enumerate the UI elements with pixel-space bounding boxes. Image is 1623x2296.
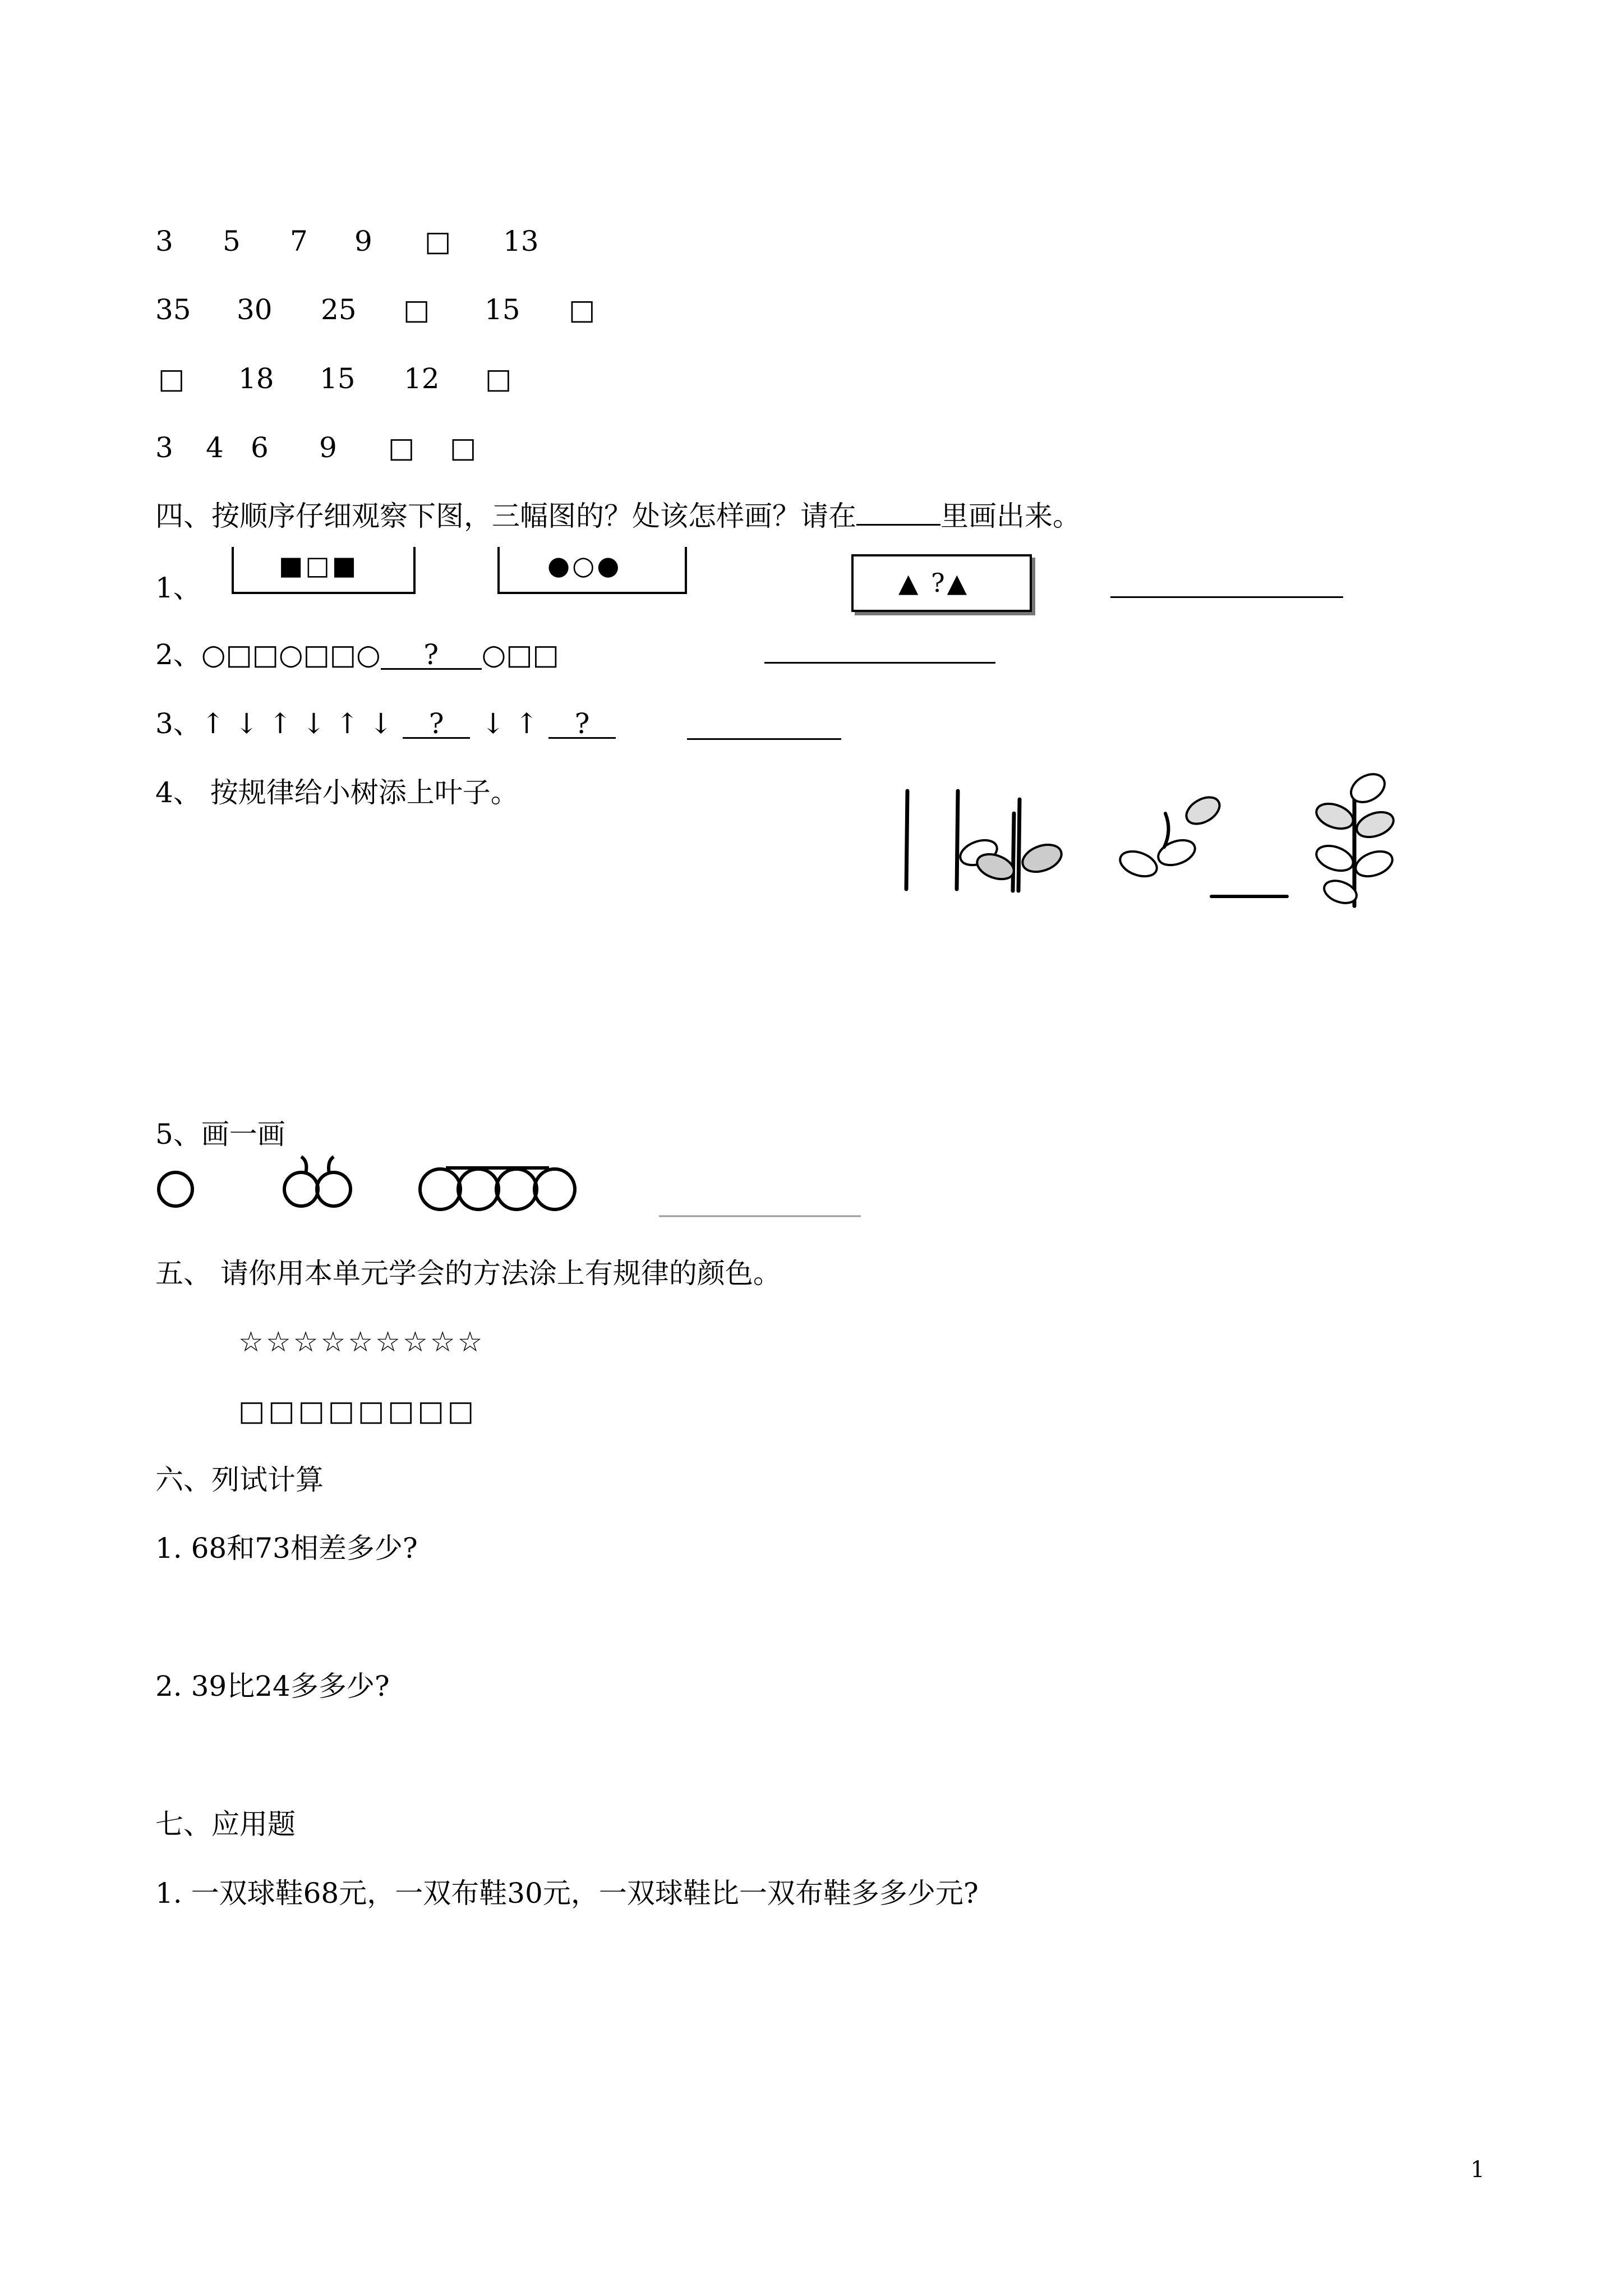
q3-label: 3、 <box>155 707 201 740</box>
tree-4-leaf <box>1182 792 1224 830</box>
seq-item: □ <box>569 293 596 326</box>
section7-question-1: 1. 一双球鞋68元，一双布鞋30元，一双球鞋比一双布鞋多多少元? <box>155 1877 979 1910</box>
circle-group-3 <box>534 1169 575 1209</box>
section6-heading: 六、列试计算 <box>155 1464 324 1496</box>
page-number: 1 <box>1470 2157 1485 2183</box>
q1-figure-3-symbols: ▲ ?▲ <box>898 568 970 598</box>
q3-line <box>155 707 616 740</box>
section4-heading-part2: 里画出来。 <box>940 500 1081 532</box>
answer-blank-sample <box>856 499 940 526</box>
circle-group-2 <box>284 1172 318 1206</box>
q1-figure-1-symbols: ■□■ <box>279 550 359 581</box>
seq-item: 18 <box>238 362 274 395</box>
seq-item: 9 <box>354 225 372 257</box>
seq-item: 5 <box>223 225 241 257</box>
seq-item: 4 <box>206 431 224 464</box>
seq-item: 3 <box>155 225 173 257</box>
sequence-row-3 <box>158 362 511 395</box>
tree-4-trunk <box>1013 813 1014 891</box>
q1-answer-line[interactable] <box>1110 596 1343 598</box>
section6-question-1: 1. 68和73相差多少? <box>155 1532 418 1565</box>
q3-question-mark-2: ? <box>574 707 590 740</box>
circle-group-3 <box>496 1169 537 1209</box>
q2-question-mark: ? <box>423 638 439 671</box>
q3-arrows-a: ↑↓↑↓↑↓ <box>201 707 403 740</box>
tree-1-trunk <box>906 791 907 889</box>
q2-line <box>155 638 559 671</box>
q2-sequence-b: ○□□ <box>481 638 559 671</box>
circle-group-3 <box>458 1169 499 1209</box>
circle-group-1 <box>159 1172 192 1206</box>
sequence-row-4 <box>155 431 476 464</box>
circle-group-2-stem <box>301 1157 334 1174</box>
circles-pattern <box>154 1156 872 1223</box>
tree-growth-pattern <box>892 769 1413 914</box>
seq-item: □ <box>403 293 430 326</box>
seq-item: □ <box>450 431 477 464</box>
section4-heading-part1: 四、按顺序仔细观察下图，三幅图的？处该怎样画？请在 <box>155 500 856 532</box>
q4-text: 4、 按规律给小树添上叶子。 <box>155 776 519 809</box>
section4-heading <box>155 499 1081 533</box>
q2-answer-line[interactable] <box>764 662 995 664</box>
seq-item: 3 <box>155 431 173 464</box>
q2-sequence-a: ○□□○□□○ <box>201 638 381 671</box>
sequence-row-2 <box>155 293 595 326</box>
seq-item: □ <box>485 362 512 395</box>
seq-item: 7 <box>290 225 308 257</box>
tree-4-leaf <box>1117 847 1160 881</box>
seq-item: 6 <box>251 431 269 464</box>
seq-item: □ <box>158 362 185 395</box>
q5-text: 5、画一画 <box>155 1118 285 1151</box>
section5-heading: 五、 请你用本单元学会的方法涂上有规律的颜色。 <box>155 1257 781 1290</box>
circle-group-3 <box>420 1169 460 1209</box>
tree-6-leaf <box>1352 847 1396 881</box>
sequence-row-1 <box>155 224 539 258</box>
section6-question-2: 2. 39比24多多少? <box>155 1670 390 1703</box>
seq-item: 35 <box>155 293 191 326</box>
seq-item: 25 <box>321 293 357 326</box>
seq-item: 9 <box>319 431 337 464</box>
seq-item: 15 <box>485 293 520 326</box>
q1-figure-2-symbols: ●○● <box>547 550 622 581</box>
seq-item: 15 <box>320 362 356 395</box>
seq-item: 30 <box>237 293 273 326</box>
q2-label: 2、 <box>155 638 201 671</box>
q2-blank <box>381 638 482 671</box>
q3-blank-2 <box>548 707 616 740</box>
q3-blank-1 <box>403 707 470 740</box>
q3-arrows-b: ↓↑ <box>481 707 548 740</box>
seq-item: □ <box>388 431 415 464</box>
circle-group-2 <box>317 1172 351 1206</box>
q3-question-mark-1: ? <box>428 707 444 740</box>
section7-heading: 七、应用题 <box>155 1808 296 1841</box>
tree-3-trunk <box>1018 799 1020 891</box>
seq-item: 12 <box>404 362 440 395</box>
squares-row[interactable]: □□□□□□□□ <box>238 1395 477 1427</box>
tree-4-branch <box>1164 813 1169 847</box>
q1-figure-2 <box>497 547 687 594</box>
tree-6-leaf <box>1313 799 1357 834</box>
q1-figure-1 <box>232 547 416 594</box>
tree-3-leaf <box>1019 840 1066 877</box>
q1-label: 1、 <box>155 572 201 604</box>
tree-4-leaf <box>1155 836 1198 870</box>
tree-6-leaf <box>1353 808 1397 842</box>
tree-6-leaf <box>1313 841 1357 876</box>
seq-item: 13 <box>503 225 539 257</box>
q3-answer-line[interactable] <box>687 738 841 740</box>
seq-item: □ <box>425 225 451 257</box>
tree-2-trunk <box>957 791 958 889</box>
stars-row[interactable]: ☆☆☆☆☆☆☆☆☆ <box>238 1326 485 1358</box>
q1-figure-3 <box>851 554 1032 612</box>
